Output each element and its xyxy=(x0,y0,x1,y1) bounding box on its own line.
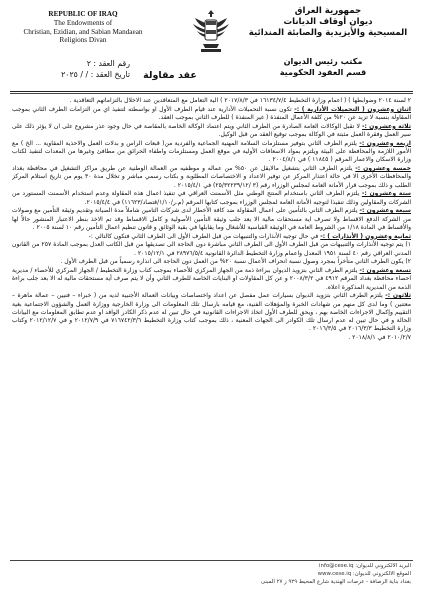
clause-text: يلتزم الطرف الثاني بتزويد الديوان ببراءة ذمة من الجهاز المركزي للأحصاء بموجب كتاب وزارة التخطيط / الجهاز المركزي للأحصاء / مديرية احصاء محافظة بغداد المرقم ٤٩١٢ في ٢٠٠٨/٣/٢ و عن كل المقاولات او البنايات الخاصة للطرف الثاني وأن لا يتم صرف أية مستحقات مالية له الا بعد جلب براءة الذمة من المديرية المذكورة اعلاه. xyxy=(12,267,411,291)
contract-number-label: رقم العقد : xyxy=(93,59,130,68)
contract-clause xyxy=(12,97,411,105)
header-divider-thin xyxy=(10,93,413,94)
clause-heading: ستة وعشرون :- xyxy=(361,190,411,198)
header-divider xyxy=(10,91,413,92)
clause-heading: تسعة وعشرون :- xyxy=(359,267,411,274)
clause-text: ٢٠١٠/٢/٧ في ٢٠١٨/٨/١ . xyxy=(348,334,411,341)
contract-clause xyxy=(12,140,411,165)
english-letterhead xyxy=(8,10,158,45)
clause-text: ٢ لسنة ٢٠١٤ وضوابطها ) ( اعمام وزارة التخطيط ١٦١٣٤/٧/٤ في ٢٠١٧/٨/٣ ) آلية التعامل مع المتعاقدين عند الاخلال بالتزاماتهم التعاقدية . xyxy=(69,97,411,104)
clause-text: يلتزم الطرف الثاني بتزويد الديوان بسيارات عمل مفصل عن اعداد واختصاصات وبيانات العمالة الأجنبية لديه من ( خبراء – فنيين – عمالة ماهرة – معتنين ) وما لدى كل منهم من شهادات الخبرة والمؤهلات الفنية، مع قيامه بارسال تلك المعلومات الى وزارة الخارجية ووزارة العمل والشؤون الاجتماعية بغية التقييم وإكمال الاجراءات الخاصة بهم ، ويحق للطرف الأول اتخاذ الاجراءات القانونية في حال تبين له عدم ذكر الكادر الوافد او عدم تطابق المعلومات مع البيانات الحالة و في حال تبين له عدم ارسال تلك الكوادر الى الجهات المعنية ، ذلك بموجب كتاب وزارة التخطيط ٧١٦٧٤٢/٣/٦ في ٢٠١٢/٧/٩ و في ٢٠١٢/١٢/٧ وكتاب وزارة التخطيط ٢٠١٦/٣/٣ في ٢٠١٦/٣/٥ . xyxy=(12,292,411,333)
clause-text: في حال توجيه الأنذارات والتنبيهات من قبل الطرف الأول الى الطرف الثاني فتكون كالتالي :- xyxy=(88,232,319,240)
clause-heading: ثلاثون :- xyxy=(385,292,411,300)
clause-text: ٢) يكون الطرف الثاني متأخراً بمجرد وصول نسبة انحراف الأعمال نسبة ٢٠% من العمل دون الحاجة الى انذاره رسمياً من قبل الطرف الأول . xyxy=(60,258,411,266)
footer-address: بغداد بناية الرصافة - عرصات الهندية شارع المحيط ٩٢٩ ز ٢٧ المبنى xyxy=(260,578,411,585)
clause-text: ١) يتم توجيه الأنذارات والتنبيهات من قبل الطرف الأول الى الطرف الثاني مباشرة دون الحاجة الى تصديقها من قبل الكاتب العدل بموجب المادة ٢٥٧ من القانون المدني العراقي رقم ٤٠ لسنة ١٩٥١ المعدل واعمام وزارة التخطيط الدائرة القانونية ٢٨٩٧٦/٥/٤ في ٢٠١٥/١٢/١ . xyxy=(12,241,411,257)
contract-date-row xyxy=(10,69,130,80)
contract-clause xyxy=(12,267,411,292)
footer xyxy=(12,563,411,586)
clause-heading: خمسة وعشرون :- xyxy=(355,165,411,172)
arabic-letterhead xyxy=(243,6,413,39)
institution-name-en-line3: Religions Divan xyxy=(59,36,107,45)
contract-clause xyxy=(12,190,411,207)
institution-name-en-line1: The Endowments of xyxy=(53,18,113,27)
clause-text: تكون نسبة التحميلات الأدارية عند قيام الطرف الأول او بواسطته لتنفيذ اي من التزامات الطرف الثاني بموجب المقاولة بنسبة لا تزيد عن ٢٠% من كلفة الأعمال المنفذة ( غير المنفذة ) للطرف الثاني بموجب العقد. xyxy=(12,105,411,121)
clause-text: يلتزم الطرف الثاني بالتأمين على اعمال المقاولة ضد كافة الأخطار لدى شركات التامين شاملاً مدة الصيانة وتقديم وثيقة التأمين مع وصولات من الشركة الدفع الاقساط ولا تصرف اية مستحقات مالية الا بعد جلب وثيقة التأمين الأصولية و كامل الاقساط وقد تم الاخذ بنظر الاعتبار المنشور حالاً لها والأقساط في المادة ١/١٨ من الشروط العامة في الوثيقة القياسية للأشغال وما يقابلها في بقية الوثائق و قانون تنظيم اعمال التأمين رقم ١٠ لسنة ٢٠٠٥ . xyxy=(12,207,411,231)
contract-date-label: تاريخ العقد : xyxy=(90,70,130,79)
issuing-office xyxy=(263,56,383,78)
contract-clause xyxy=(12,241,411,258)
institution-name-ar-line1: ديوان أوقاف الديانات xyxy=(283,17,373,27)
contract-date-value: / / ٢٠٢٥ xyxy=(61,70,89,79)
contract-clause xyxy=(12,233,411,241)
clause-text: يلتزم الطرف الثاني بتوفير مستلزمات السلامة المهنية الجماعية والفردية من( قبعات الراس و بدلات العمل والاحذية المقاوية ... الخ ) مع الأمور اللازمة والمحافظة على البيئة ويلتزم بمواد الاسعافات الأولية في موقع العمل ومستلزمات واطفاء الحرائق من مطافئ وغيرها من المعدات لتنفيذ لكتاب وزارة الاسكان والاعمار المرقم ( ١١٨٤٥ ) في ٢٠٠٤/٨/١ . xyxy=(12,139,411,164)
footer-website-line xyxy=(12,571,411,579)
clause-text: لا تقبل الوكالات العامة الصادرة من الطرف الثاني ويتم اعتماد الوكالة الخاصة بالمقاصة في حال وجود عذر مشروع على ان لا يؤثر ذلك على سير العمل وفقرة العمل مثبتة في الوكالة بموجب توقيع العقد من قبل الوكيل. xyxy=(12,122,411,138)
email-label: البريد الألكتروني للديوان: xyxy=(355,563,411,569)
contract-title: عقد مقاولة xyxy=(143,70,197,81)
clause-heading: ثمانية وعشرون ( الأنذارات ) :- xyxy=(320,232,411,240)
clause-heading: اثنان وعشرون ( التحميلات الأدارية ) :- xyxy=(294,105,411,113)
contract-number-value: ٢ xyxy=(86,59,91,68)
iraq-eagle-emblem-icon xyxy=(191,8,231,56)
footer-divider xyxy=(10,560,413,561)
contract-clause xyxy=(12,165,411,190)
contract-clause xyxy=(12,106,411,123)
clause-heading: اربعة وعشرون :- xyxy=(359,139,411,147)
department-name: قسم العقود الحكومية xyxy=(279,67,367,77)
clause-text: يلتزم الطرف الثاني بتشغيل مالايقل عن ٥٠% من عماله و موظفيه من العمالة الوطنية عن طريق مراكز التشغيل في محافظة بغداد والمحافظات الأخرى الا في حالة اعتذار المركز عن توفير الاعداد و الاختصاصات المطلوبة و بكتاب رسمي مباشر و تخلال مدة ٣٠ يوم من تاريخ استلام المركز الطلب و ذلك بموجب قرار الأمانة العامة لمجلس الوزراء رقم (٣ /٢٥/٣٢٢٣٩/١٢) في ٢٠١٥/٤/١ . xyxy=(12,165,411,189)
website-value[interactable]: www.cese.iq xyxy=(317,570,352,577)
clause-text: يلتزم الطرف الثاني باستخدام المنتج الوطني مثل الأسمنت العراقي في تنفيذ اعمال هذه المقاولة وعدم استخدام الأسمنت المستورد من الشركات والمقاولين وذلك تنفيذا لتوجيه الأمانة العامة لمجلس الوزراء بموجب كتابها المرقم (م.ر/١/١٠/قتصاد/١١٦٢٣) في ٢٠١٥/٤/٤. xyxy=(12,190,411,206)
office-name: مكتب رئيس الديوان xyxy=(283,56,363,66)
footer-email-line xyxy=(12,563,411,571)
contract-clause xyxy=(12,123,411,140)
email-value[interactable]: info@cese.iq xyxy=(319,563,354,569)
institution-name-ar-line2: المسيحية والأيزيدية والصابئة المندائية xyxy=(248,28,408,38)
contract-clause xyxy=(12,292,411,333)
contract-reference xyxy=(10,58,130,80)
contract-clause xyxy=(12,258,411,266)
country-name-ar: جمهورية العراق xyxy=(294,6,362,16)
contract-number-row xyxy=(10,58,130,69)
institution-name-en-line2: Christian, Ezidian, and Sabian Mandaean xyxy=(23,27,143,36)
clause-heading: ثلاثة وعشرون :- xyxy=(361,122,411,130)
country-name-en: REPUBLIC OF IRAQ xyxy=(48,10,118,18)
clause-heading: سبعة وعشرون :- xyxy=(359,207,411,215)
website-label: الموقع الألكتروني للديوان: xyxy=(352,570,411,577)
contract-body xyxy=(12,97,411,557)
contract-clause xyxy=(12,334,411,342)
contract-clause xyxy=(12,207,411,232)
